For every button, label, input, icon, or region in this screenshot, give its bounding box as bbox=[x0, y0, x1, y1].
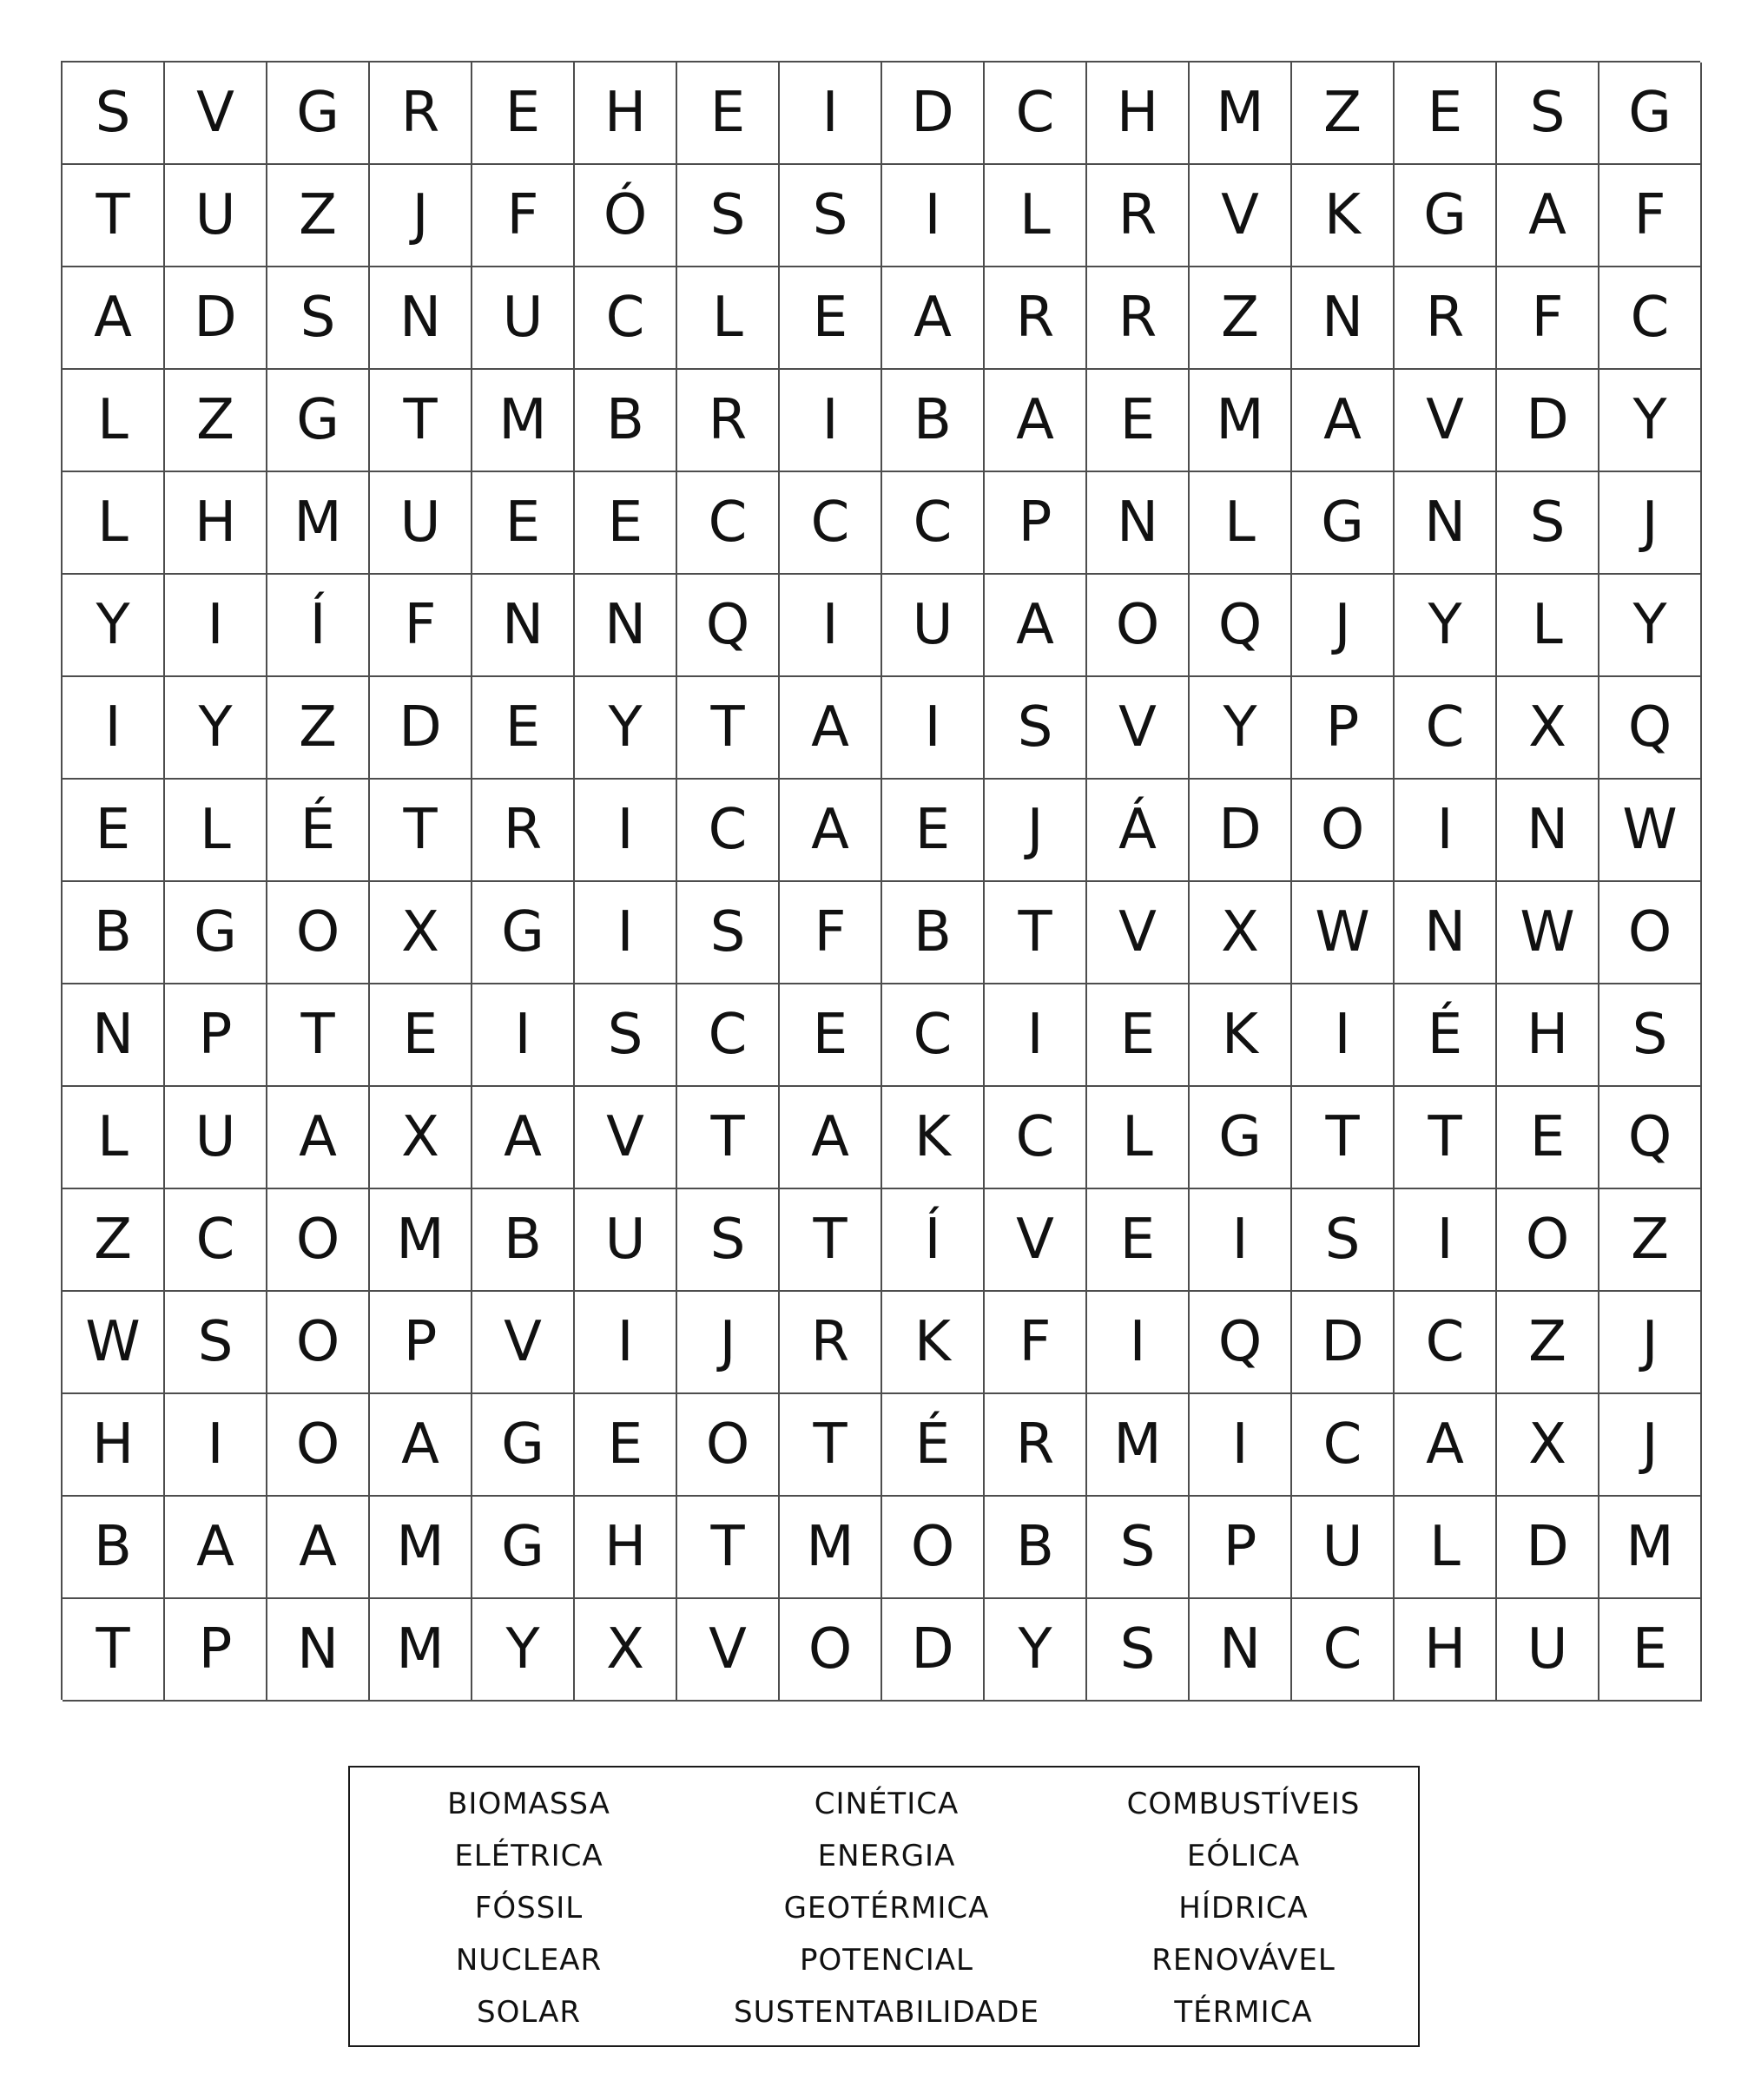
grid-cell[interactable]: S bbox=[1599, 984, 1702, 1087]
grid-cell[interactable]: O bbox=[677, 1394, 780, 1497]
grid-cell[interactable]: Y bbox=[1599, 575, 1702, 677]
grid-cell[interactable]: D bbox=[1497, 370, 1599, 472]
grid-cell[interactable]: Á bbox=[1087, 780, 1190, 882]
grid-cell[interactable]: J bbox=[1599, 472, 1702, 575]
grid-cell[interactable]: O bbox=[267, 882, 370, 984]
grid-cell[interactable]: V bbox=[985, 1189, 1087, 1292]
grid-cell[interactable]: É bbox=[267, 780, 370, 882]
grid-cell[interactable]: C bbox=[1292, 1599, 1395, 1702]
grid-cell[interactable]: N bbox=[1292, 267, 1395, 370]
grid-cell[interactable]: E bbox=[1087, 370, 1190, 472]
grid-cell[interactable]: P bbox=[165, 984, 267, 1087]
grid-cell[interactable]: C bbox=[1395, 1292, 1497, 1394]
grid-cell[interactable]: I bbox=[1395, 780, 1497, 882]
grid-cell[interactable]: R bbox=[985, 1394, 1087, 1497]
grid-cell[interactable]: B bbox=[63, 1497, 165, 1599]
grid-cell[interactable]: I bbox=[1190, 1394, 1292, 1497]
grid-cell[interactable]: C bbox=[677, 472, 780, 575]
grid-cell[interactable]: Z bbox=[1599, 1189, 1702, 1292]
grid-cell[interactable]: S bbox=[677, 882, 780, 984]
grid-cell[interactable]: W bbox=[1497, 882, 1599, 984]
grid-cell[interactable]: T bbox=[677, 1087, 780, 1189]
grid-cell[interactable]: Z bbox=[1292, 63, 1395, 165]
grid-cell[interactable]: O bbox=[1292, 780, 1395, 882]
grid-cell[interactable]: R bbox=[780, 1292, 882, 1394]
grid-cell[interactable]: M bbox=[1190, 63, 1292, 165]
grid-cell[interactable]: G bbox=[1599, 63, 1702, 165]
grid-cell[interactable]: A bbox=[1395, 1394, 1497, 1497]
grid-cell[interactable]: U bbox=[1497, 1599, 1599, 1702]
grid-cell[interactable]: K bbox=[882, 1292, 985, 1394]
grid-cell[interactable]: V bbox=[472, 1292, 575, 1394]
grid-cell[interactable]: I bbox=[780, 63, 882, 165]
grid-cell[interactable]: P bbox=[985, 472, 1087, 575]
grid-cell[interactable]: T bbox=[780, 1394, 882, 1497]
word-list-item: ENERGIA bbox=[817, 1839, 956, 1873]
grid-cell[interactable]: E bbox=[472, 677, 575, 780]
grid-cell[interactable]: D bbox=[1497, 1497, 1599, 1599]
word-list-item: POTENCIAL bbox=[800, 1943, 973, 1978]
grid-cell[interactable]: E bbox=[677, 63, 780, 165]
grid-cell[interactable]: U bbox=[165, 1087, 267, 1189]
grid-cell[interactable]: M bbox=[370, 1189, 472, 1292]
grid-cell[interactable]: I bbox=[1190, 1189, 1292, 1292]
grid-cell[interactable]: D bbox=[165, 267, 267, 370]
grid-cell[interactable]: E bbox=[1497, 1087, 1599, 1189]
grid-cell[interactable]: Í bbox=[267, 575, 370, 677]
grid-cell[interactable]: T bbox=[370, 370, 472, 472]
grid-cell[interactable]: D bbox=[1190, 780, 1292, 882]
grid-cell[interactable]: X bbox=[1497, 677, 1599, 780]
grid-cell[interactable]: J bbox=[1599, 1394, 1702, 1497]
word-list-item: EÓLICA bbox=[1186, 1839, 1301, 1873]
grid-cell[interactable]: Z bbox=[63, 1189, 165, 1292]
word-list bbox=[348, 1766, 1420, 2047]
grid-cell[interactable]: D bbox=[370, 677, 472, 780]
grid-cell[interactable]: N bbox=[472, 575, 575, 677]
grid-cell[interactable]: F bbox=[1599, 165, 1702, 267]
grid-cell[interactable]: H bbox=[575, 63, 677, 165]
grid-cell[interactable]: S bbox=[677, 165, 780, 267]
grid-cell[interactable]: V bbox=[1087, 882, 1190, 984]
grid-cell[interactable]: Z bbox=[165, 370, 267, 472]
grid-cell[interactable]: I bbox=[780, 370, 882, 472]
grid-cell[interactable]: I bbox=[165, 575, 267, 677]
grid-cell[interactable]: X bbox=[370, 882, 472, 984]
grid-cell[interactable]: T bbox=[267, 984, 370, 1087]
grid-cell[interactable]: V bbox=[1190, 165, 1292, 267]
grid-cell[interactable]: Z bbox=[1190, 267, 1292, 370]
grid-cell[interactable]: A bbox=[165, 1497, 267, 1599]
grid-cell[interactable]: É bbox=[1395, 984, 1497, 1087]
grid-cell[interactable]: A bbox=[267, 1497, 370, 1599]
grid-cell[interactable]: O bbox=[267, 1394, 370, 1497]
grid-cell[interactable]: C bbox=[1395, 677, 1497, 780]
grid-cell[interactable]: N bbox=[1395, 472, 1497, 575]
grid-cell[interactable]: P bbox=[1292, 677, 1395, 780]
grid-cell[interactable]: L bbox=[1497, 575, 1599, 677]
grid-cell[interactable]: A bbox=[1292, 370, 1395, 472]
grid-cell[interactable]: O bbox=[267, 1189, 370, 1292]
grid-cell[interactable]: G bbox=[267, 63, 370, 165]
grid-cell[interactable]: X bbox=[1190, 882, 1292, 984]
grid-cell[interactable]: E bbox=[780, 984, 882, 1087]
grid-cell[interactable]: P bbox=[370, 1292, 472, 1394]
grid-cell[interactable]: A bbox=[780, 677, 882, 780]
grid-cell[interactable]: D bbox=[1292, 1292, 1395, 1394]
grid-cell[interactable]: V bbox=[677, 1599, 780, 1702]
grid-cell[interactable]: H bbox=[165, 472, 267, 575]
grid-cell[interactable]: O bbox=[1599, 882, 1702, 984]
grid-cell[interactable]: E bbox=[63, 780, 165, 882]
grid-cell[interactable]: E bbox=[370, 984, 472, 1087]
grid-cell[interactable]: H bbox=[575, 1497, 677, 1599]
grid-cell[interactable]: C bbox=[780, 472, 882, 575]
grid-cell[interactable]: M bbox=[370, 1497, 472, 1599]
grid-cell[interactable]: I bbox=[165, 1394, 267, 1497]
grid-cell[interactable]: U bbox=[1292, 1497, 1395, 1599]
grid-cell[interactable]: S bbox=[780, 165, 882, 267]
grid-cell[interactable]: T bbox=[1395, 1087, 1497, 1189]
grid-cell[interactable]: A bbox=[780, 780, 882, 882]
grid-cell[interactable]: I bbox=[1395, 1189, 1497, 1292]
grid-cell[interactable]: T bbox=[780, 1189, 882, 1292]
grid-cell[interactable]: I bbox=[472, 984, 575, 1087]
grid-cell[interactable]: I bbox=[1087, 1292, 1190, 1394]
grid-cell[interactable]: B bbox=[63, 882, 165, 984]
word-list-item: RENOVÁVEL bbox=[1151, 1943, 1336, 1978]
grid-cell[interactable]: O bbox=[780, 1599, 882, 1702]
grid-cell[interactable]: N bbox=[370, 267, 472, 370]
grid-cell[interactable]: C bbox=[985, 1087, 1087, 1189]
grid-cell[interactable]: R bbox=[370, 63, 472, 165]
grid-cell[interactable]: A bbox=[882, 267, 985, 370]
grid-cell[interactable]: K bbox=[1292, 165, 1395, 267]
grid-cell[interactable]: A bbox=[780, 1087, 882, 1189]
grid-cell[interactable]: J bbox=[370, 165, 472, 267]
grid-cell[interactable]: S bbox=[63, 63, 165, 165]
grid-cell[interactable]: S bbox=[575, 984, 677, 1087]
grid-cell[interactable]: Z bbox=[267, 165, 370, 267]
grid-cell[interactable]: X bbox=[575, 1599, 677, 1702]
grid-cell[interactable]: S bbox=[1087, 1599, 1190, 1702]
grid-cell[interactable]: E bbox=[1087, 1189, 1190, 1292]
grid-cell[interactable]: É bbox=[882, 1394, 985, 1497]
grid-cell[interactable]: R bbox=[1087, 267, 1190, 370]
grid-cell[interactable]: L bbox=[63, 472, 165, 575]
word-list-item: FÓSSIL bbox=[474, 1891, 584, 1926]
grid-cell[interactable]: I bbox=[63, 677, 165, 780]
grid-cell[interactable]: Y bbox=[985, 1599, 1087, 1702]
grid-cell[interactable]: S bbox=[1497, 63, 1599, 165]
grid-cell[interactable]: Q bbox=[1599, 677, 1702, 780]
grid-cell[interactable]: B bbox=[472, 1189, 575, 1292]
grid-cell[interactable]: E bbox=[472, 63, 575, 165]
grid-cell[interactable]: S bbox=[985, 677, 1087, 780]
grid-cell[interactable]: N bbox=[267, 1599, 370, 1702]
grid-cell[interactable]: G bbox=[267, 370, 370, 472]
grid-cell[interactable]: S bbox=[1087, 1497, 1190, 1599]
grid-cell[interactable]: T bbox=[370, 780, 472, 882]
grid-cell[interactable]: D bbox=[882, 63, 985, 165]
grid-cell[interactable]: F bbox=[370, 575, 472, 677]
grid-cell[interactable]: W bbox=[1292, 882, 1395, 984]
grid-cell[interactable]: U bbox=[165, 165, 267, 267]
grid-cell[interactable]: E bbox=[575, 1394, 677, 1497]
grid-cell[interactable]: K bbox=[882, 1087, 985, 1189]
grid-cell[interactable]: Y bbox=[63, 575, 165, 677]
grid-cell[interactable]: O bbox=[1497, 1189, 1599, 1292]
grid-cell[interactable]: O bbox=[267, 1292, 370, 1394]
grid-cell[interactable]: H bbox=[63, 1394, 165, 1497]
grid-cell[interactable]: M bbox=[267, 472, 370, 575]
grid-cell[interactable]: L bbox=[985, 165, 1087, 267]
grid-cell[interactable]: Q bbox=[1190, 575, 1292, 677]
grid-cell[interactable]: J bbox=[1292, 575, 1395, 677]
grid-cell[interactable]: S bbox=[1292, 1189, 1395, 1292]
grid-cell[interactable]: C bbox=[1599, 267, 1702, 370]
word-list-item: HÍDRICA bbox=[1178, 1891, 1309, 1926]
grid-cell[interactable]: G bbox=[1395, 165, 1497, 267]
grid-cell[interactable]: S bbox=[677, 1189, 780, 1292]
word-list-item: COMBUSTÍVEIS bbox=[1126, 1787, 1361, 1821]
grid-cell[interactable]: Z bbox=[1497, 1292, 1599, 1394]
grid-cell[interactable]: B bbox=[575, 370, 677, 472]
word-list-item: BIOMASSA bbox=[447, 1787, 610, 1821]
grid-cell[interactable]: I bbox=[575, 882, 677, 984]
grid-cell[interactable]: L bbox=[1395, 1497, 1497, 1599]
grid-cell[interactable]: E bbox=[575, 472, 677, 575]
grid-cell[interactable]: G bbox=[472, 1394, 575, 1497]
grid-cell[interactable]: J bbox=[1599, 1292, 1702, 1394]
grid-cell[interactable]: R bbox=[472, 780, 575, 882]
grid-cell[interactable]: Y bbox=[1395, 575, 1497, 677]
grid-cell[interactable]: U bbox=[575, 1189, 677, 1292]
grid-cell[interactable]: M bbox=[1190, 370, 1292, 472]
grid-cell[interactable]: I bbox=[575, 1292, 677, 1394]
grid-cell[interactable]: Y bbox=[1190, 677, 1292, 780]
grid-cell[interactable]: I bbox=[1292, 984, 1395, 1087]
grid-cell[interactable]: L bbox=[1087, 1087, 1190, 1189]
grid-cell[interactable]: C bbox=[985, 63, 1087, 165]
grid-cell[interactable]: B bbox=[985, 1497, 1087, 1599]
grid-cell[interactable]: V bbox=[165, 63, 267, 165]
grid-cell[interactable]: E bbox=[882, 780, 985, 882]
grid-cell[interactable]: L bbox=[63, 1087, 165, 1189]
letter-grid bbox=[61, 61, 1700, 1700]
grid-cell[interactable]: N bbox=[1190, 1599, 1292, 1702]
grid-cell[interactable]: U bbox=[472, 267, 575, 370]
grid-cell[interactable]: C bbox=[575, 267, 677, 370]
word-list-item: NUCLEAR bbox=[455, 1943, 603, 1978]
grid-cell[interactable]: R bbox=[1087, 165, 1190, 267]
grid-cell[interactable]: G bbox=[1190, 1087, 1292, 1189]
grid-cell[interactable]: U bbox=[370, 472, 472, 575]
grid-cell[interactable]: S bbox=[165, 1292, 267, 1394]
grid-cell[interactable]: A bbox=[985, 575, 1087, 677]
grid-cell[interactable]: N bbox=[1497, 780, 1599, 882]
grid-cell[interactable]: E bbox=[1599, 1599, 1702, 1702]
grid-cell[interactable]: F bbox=[985, 1292, 1087, 1394]
grid-cell[interactable]: J bbox=[677, 1292, 780, 1394]
grid-cell[interactable]: Y bbox=[575, 677, 677, 780]
grid-cell[interactable]: M bbox=[1599, 1497, 1702, 1599]
grid-cell[interactable]: C bbox=[165, 1189, 267, 1292]
grid-cell[interactable]: E bbox=[472, 472, 575, 575]
grid-cell[interactable]: T bbox=[1292, 1087, 1395, 1189]
word-list-item: GEOTÉRMICA bbox=[783, 1891, 990, 1926]
grid-cell[interactable]: U bbox=[882, 575, 985, 677]
grid-cell[interactable]: X bbox=[370, 1087, 472, 1189]
grid-cell[interactable]: L bbox=[165, 780, 267, 882]
grid-cell[interactable]: F bbox=[1497, 267, 1599, 370]
grid-cell[interactable]: N bbox=[63, 984, 165, 1087]
grid-cell[interactable]: A bbox=[985, 370, 1087, 472]
grid-cell[interactable]: G bbox=[472, 1497, 575, 1599]
grid-cell[interactable]: L bbox=[1190, 472, 1292, 575]
grid-cell[interactable]: C bbox=[677, 984, 780, 1087]
grid-cell[interactable]: I bbox=[985, 984, 1087, 1087]
grid-cell[interactable]: N bbox=[1087, 472, 1190, 575]
grid-cell[interactable]: W bbox=[63, 1292, 165, 1394]
word-list-item: CINÉTICA bbox=[814, 1787, 960, 1821]
grid-cell[interactable]: J bbox=[985, 780, 1087, 882]
grid-cell[interactable]: M bbox=[780, 1497, 882, 1599]
grid-cell[interactable]: A bbox=[267, 1087, 370, 1189]
grid-cell[interactable]: R bbox=[677, 370, 780, 472]
grid-cell[interactable]: C bbox=[677, 780, 780, 882]
grid-cell[interactable]: L bbox=[63, 370, 165, 472]
grid-cell[interactable]: L bbox=[677, 267, 780, 370]
grid-cell[interactable]: V bbox=[1395, 370, 1497, 472]
grid-cell[interactable]: G bbox=[1292, 472, 1395, 575]
grid-cell[interactable]: C bbox=[882, 984, 985, 1087]
grid-cell[interactable]: Q bbox=[1599, 1087, 1702, 1189]
grid-cell[interactable]: W bbox=[1599, 780, 1702, 882]
word-list-item: ELÉTRICA bbox=[454, 1839, 603, 1873]
grid-cell[interactable]: T bbox=[677, 1497, 780, 1599]
grid-cell[interactable]: H bbox=[1087, 63, 1190, 165]
grid-cell[interactable]: T bbox=[985, 882, 1087, 984]
grid-cell[interactable]: S bbox=[1497, 472, 1599, 575]
grid-cell[interactable]: E bbox=[1087, 984, 1190, 1087]
word-list-item: TÉRMICA bbox=[1174, 1995, 1313, 2030]
word-list-item: SOLAR bbox=[477, 1995, 581, 2030]
grid-cell[interactable]: Q bbox=[677, 575, 780, 677]
grid-cell[interactable]: D bbox=[882, 1599, 985, 1702]
grid-cell[interactable]: E bbox=[780, 267, 882, 370]
grid-cell[interactable]: I bbox=[780, 575, 882, 677]
grid-cell[interactable]: Í bbox=[882, 1189, 985, 1292]
grid-cell[interactable]: T bbox=[677, 677, 780, 780]
grid-cell[interactable]: A bbox=[1497, 165, 1599, 267]
grid-cell[interactable]: F bbox=[472, 165, 575, 267]
grid-cell[interactable]: T bbox=[63, 165, 165, 267]
grid-cell[interactable]: O bbox=[1087, 575, 1190, 677]
grid-cell[interactable]: Q bbox=[1190, 1292, 1292, 1394]
grid-cell[interactable]: T bbox=[63, 1599, 165, 1702]
grid-cell[interactable]: Y bbox=[472, 1599, 575, 1702]
grid-cell[interactable]: B bbox=[882, 882, 985, 984]
grid-cell[interactable]: C bbox=[1292, 1394, 1395, 1497]
grid-cell[interactable]: Y bbox=[165, 677, 267, 780]
grid-cell[interactable]: X bbox=[1497, 1394, 1599, 1497]
grid-cell[interactable]: N bbox=[1395, 882, 1497, 984]
grid-cell[interactable]: H bbox=[1497, 984, 1599, 1087]
grid-cell[interactable]: G bbox=[472, 882, 575, 984]
grid-cell[interactable]: I bbox=[882, 165, 985, 267]
grid-cell[interactable]: M bbox=[370, 1599, 472, 1702]
grid-cell[interactable]: A bbox=[472, 1087, 575, 1189]
grid-cell[interactable]: H bbox=[1395, 1599, 1497, 1702]
grid-cell[interactable]: K bbox=[1190, 984, 1292, 1087]
grid-cell[interactable]: N bbox=[575, 575, 677, 677]
grid-cell[interactable]: O bbox=[882, 1497, 985, 1599]
word-list-item: SUSTENTABILIDADE bbox=[734, 1995, 1039, 2030]
grid-cell[interactable]: I bbox=[882, 677, 985, 780]
grid-cell[interactable]: V bbox=[575, 1087, 677, 1189]
grid-cell[interactable]: A bbox=[63, 267, 165, 370]
grid-cell[interactable]: G bbox=[165, 882, 267, 984]
grid-cell[interactable]: A bbox=[370, 1394, 472, 1497]
grid-cell[interactable]: S bbox=[267, 267, 370, 370]
grid-cell[interactable]: I bbox=[575, 780, 677, 882]
grid-cell[interactable]: R bbox=[985, 267, 1087, 370]
grid-cell[interactable]: B bbox=[882, 370, 985, 472]
grid-cell[interactable]: C bbox=[882, 472, 985, 575]
grid-cell[interactable]: Y bbox=[1599, 370, 1702, 472]
grid-cell[interactable]: E bbox=[1395, 63, 1497, 165]
grid-cell[interactable]: F bbox=[780, 882, 882, 984]
grid-cell[interactable]: V bbox=[1087, 677, 1190, 780]
grid-cell[interactable]: M bbox=[1087, 1394, 1190, 1497]
grid-cell[interactable]: P bbox=[1190, 1497, 1292, 1599]
grid-cell[interactable]: M bbox=[472, 370, 575, 472]
grid-cell[interactable]: R bbox=[1395, 267, 1497, 370]
grid-cell[interactable]: P bbox=[165, 1599, 267, 1702]
grid-cell[interactable]: Ó bbox=[575, 165, 677, 267]
grid-cell[interactable]: Z bbox=[267, 677, 370, 780]
